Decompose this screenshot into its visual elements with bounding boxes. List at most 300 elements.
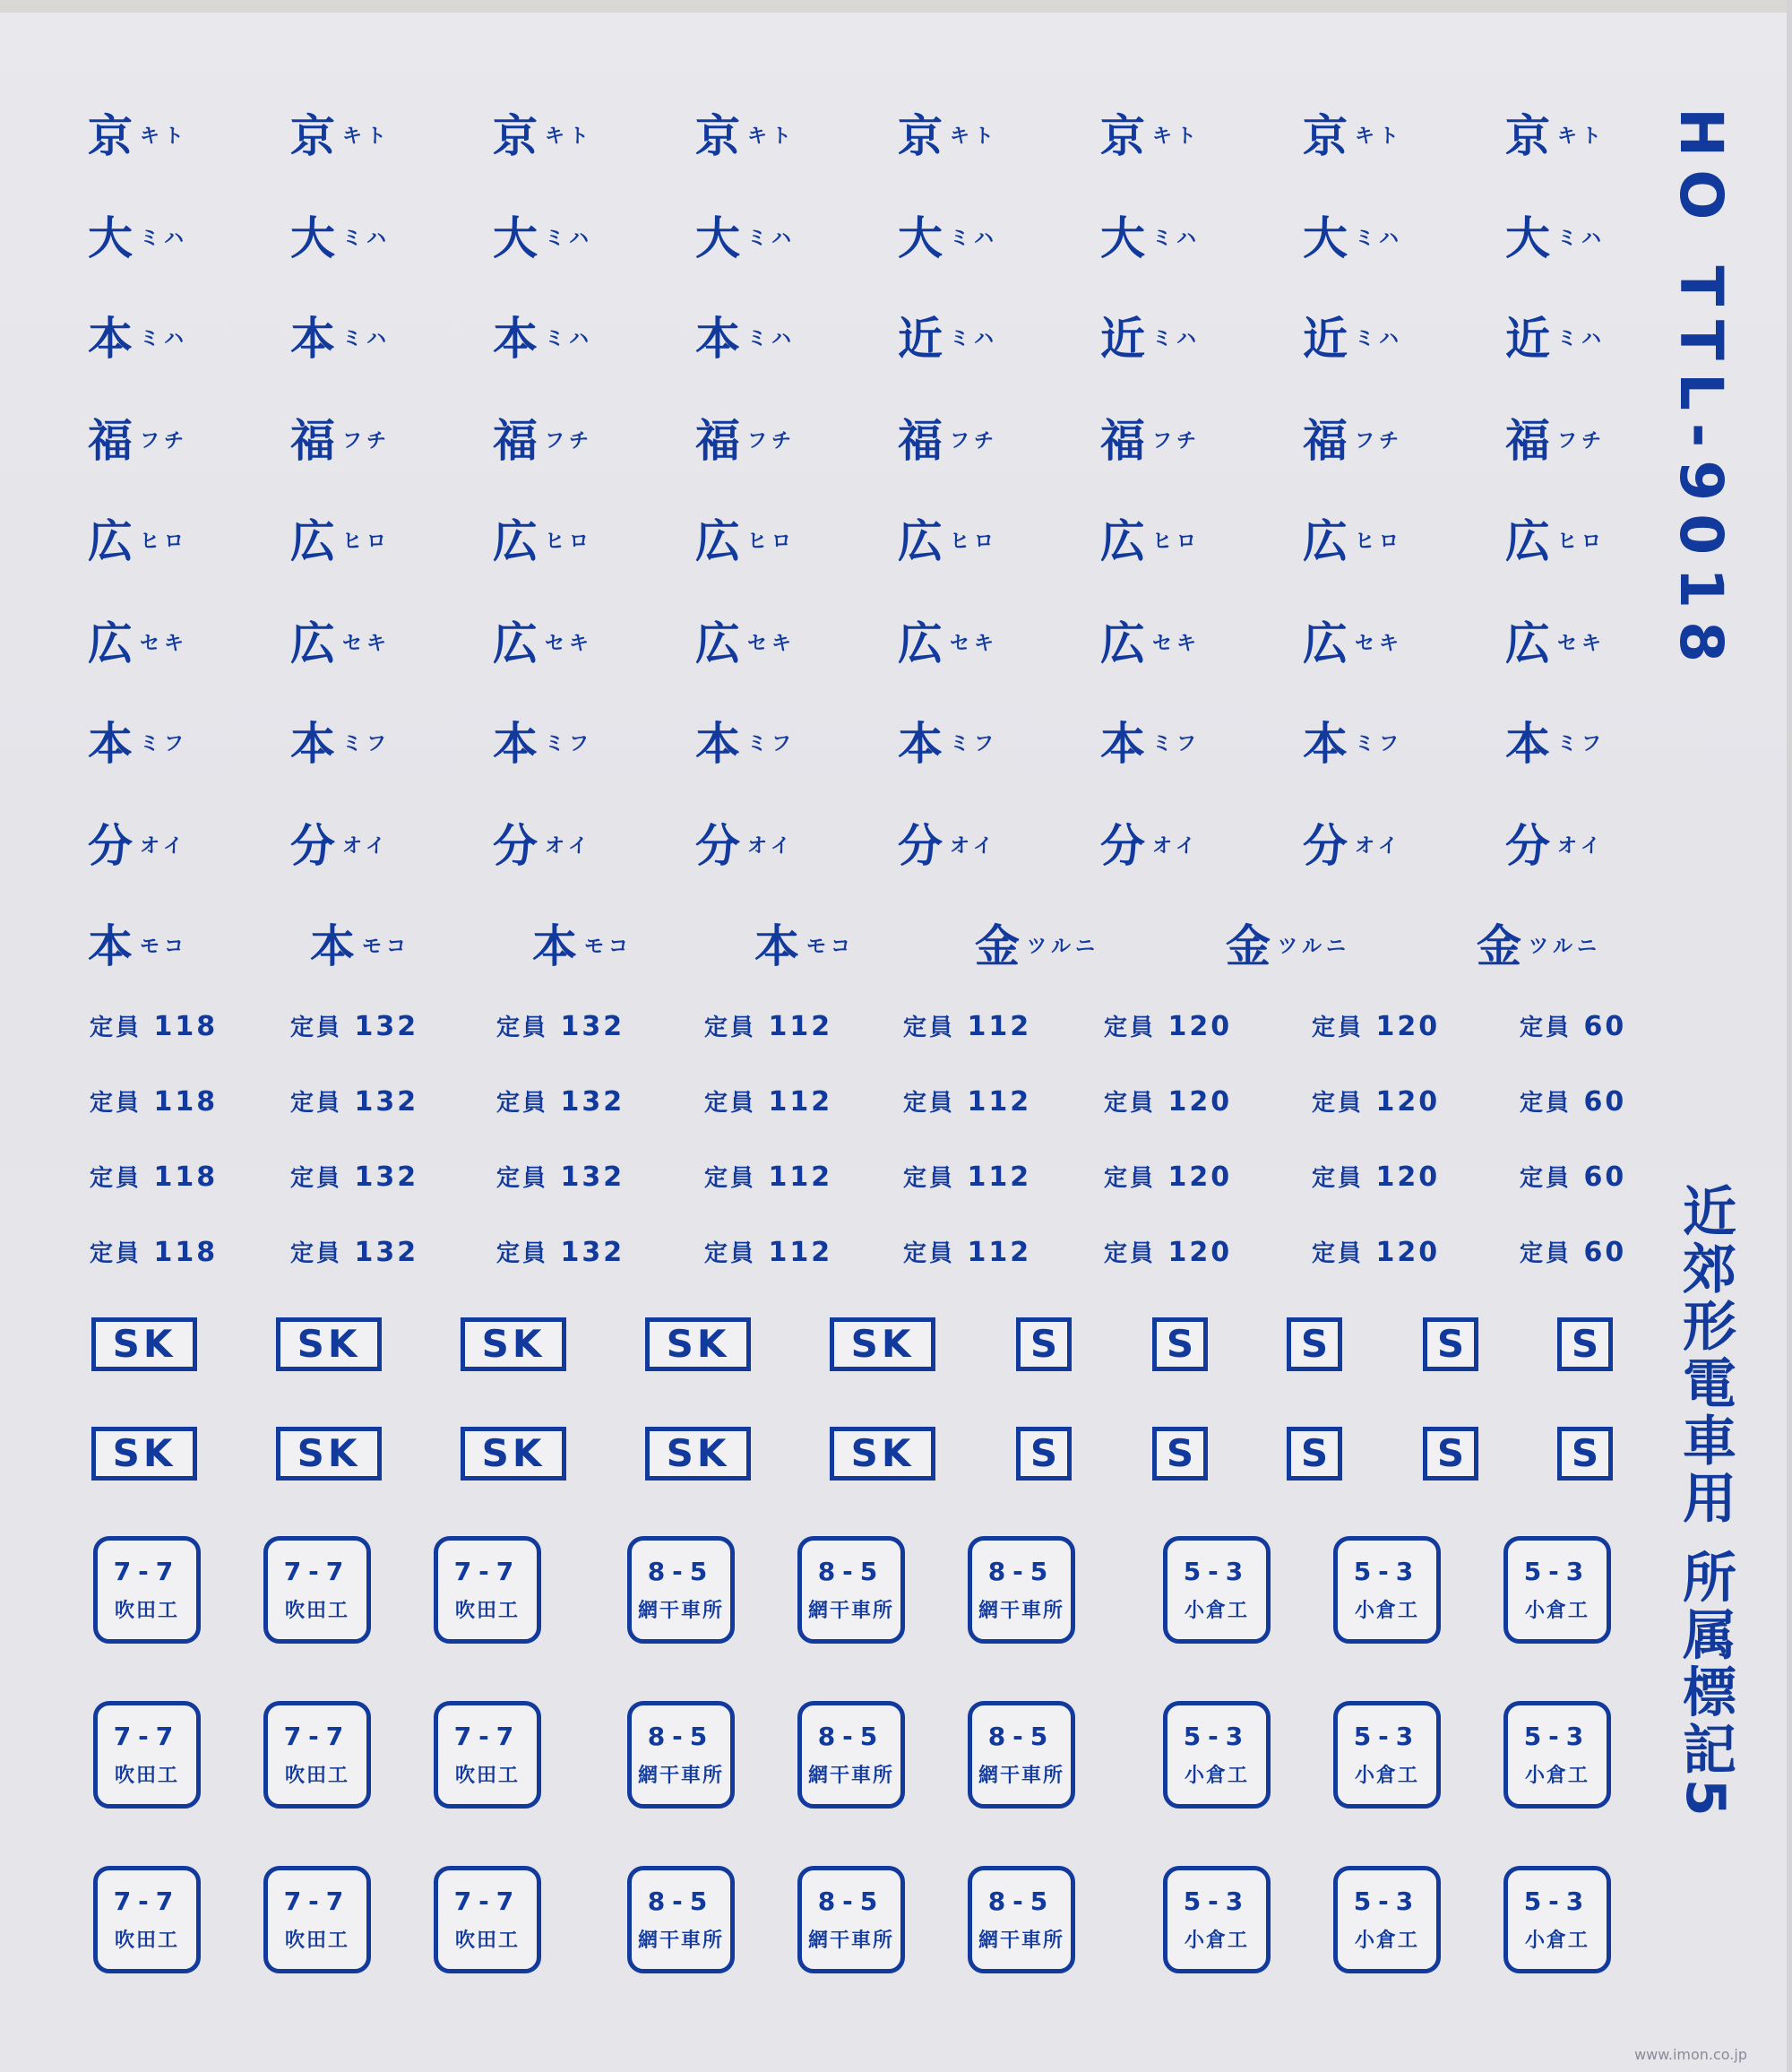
station-code-mark bbox=[88, 405, 188, 470]
plate-depot: 小倉工 bbox=[1184, 1600, 1249, 1622]
capacity-mark bbox=[496, 1235, 625, 1268]
depot-kanji: 京 bbox=[695, 110, 740, 162]
plate-date: 7-7 bbox=[283, 1557, 351, 1586]
depot-kanji: 分 bbox=[1303, 820, 1348, 872]
depot-kanji: 広 bbox=[88, 515, 133, 567]
depot-kana: ミハ bbox=[545, 328, 594, 350]
capacity-label: 定員 bbox=[1520, 1165, 1572, 1192]
plate-date: 5-3 bbox=[1353, 1557, 1421, 1586]
capacity-mark bbox=[290, 1160, 418, 1193]
depot-kana: フチ bbox=[950, 430, 999, 453]
depot-kana: ミハ bbox=[950, 328, 999, 350]
depot-kana: ミフ bbox=[545, 733, 594, 755]
plate-depot: 吹田工 bbox=[114, 1930, 179, 1952]
capacity-label: 定員 bbox=[1312, 1240, 1365, 1267]
plate-date: 5-3 bbox=[1183, 1886, 1251, 1916]
capacity-mark bbox=[1104, 1009, 1232, 1042]
capacity-label: 定員 bbox=[1520, 1014, 1572, 1041]
depot-kana: オイ bbox=[1557, 835, 1605, 858]
depot-kana: ヒロ bbox=[1152, 531, 1202, 553]
station-code-mark bbox=[493, 505, 593, 570]
depot-plate bbox=[1503, 1866, 1611, 1973]
station-code-mark bbox=[1303, 608, 1403, 672]
depot-kanji: 福 bbox=[695, 415, 740, 467]
capacity-value: 120 bbox=[1364, 1011, 1441, 1042]
depot-kana: ミフ bbox=[1355, 733, 1404, 755]
capacity-label: 定員 bbox=[496, 1090, 549, 1117]
depot-kanji: 広 bbox=[1100, 515, 1145, 567]
depot-kana: ヒロ bbox=[950, 531, 999, 553]
capacity-value: 120 bbox=[1364, 1237, 1441, 1268]
depot-kanji: 分 bbox=[88, 820, 133, 872]
capacity-label: 定員 bbox=[903, 1165, 956, 1192]
station-code-mark bbox=[898, 505, 998, 570]
depot-kana: ミフ bbox=[950, 733, 999, 755]
depot-kanji: 本 bbox=[88, 920, 133, 972]
depot-kana: セキ bbox=[747, 633, 797, 655]
station-code-mark bbox=[1100, 608, 1201, 672]
depot-kana: オイ bbox=[545, 835, 592, 858]
station-code-mark bbox=[1505, 100, 1606, 165]
capacity-mark bbox=[704, 1009, 832, 1042]
station-code-mark bbox=[88, 100, 188, 165]
capacity-mark bbox=[496, 1009, 625, 1042]
station-code-mark bbox=[1505, 405, 1606, 470]
plate-date: 7-7 bbox=[283, 1886, 351, 1916]
station-code-mark bbox=[88, 708, 188, 773]
depot-plate bbox=[1503, 1701, 1611, 1809]
station-code-mark bbox=[898, 203, 998, 267]
capacity-value: 60 bbox=[1572, 1237, 1627, 1268]
marker-box: S bbox=[1016, 1317, 1072, 1371]
capacity-label: 定員 bbox=[1104, 1014, 1157, 1041]
depot-plate bbox=[627, 1866, 735, 1973]
depot-plate bbox=[1333, 1701, 1441, 1809]
station-code-mark bbox=[1100, 810, 1200, 875]
plate-depot: 網干車所 bbox=[978, 1600, 1064, 1622]
depot-kanji: 大 bbox=[1303, 212, 1348, 264]
station-code-mark bbox=[898, 810, 997, 875]
capacity-mark bbox=[1312, 1235, 1440, 1268]
capacity-mark bbox=[90, 1084, 218, 1118]
capacity-value: 120 bbox=[1156, 1086, 1233, 1118]
depot-kanji: 福 bbox=[1303, 415, 1348, 467]
depot-plate bbox=[968, 1536, 1075, 1644]
station-code-mark bbox=[290, 303, 391, 367]
station-code-mark bbox=[1303, 810, 1402, 875]
capacity-label: 定員 bbox=[704, 1165, 757, 1192]
depot-kanji: 広 bbox=[1303, 617, 1348, 669]
capacity-value: 120 bbox=[1364, 1161, 1441, 1193]
station-code-mark bbox=[695, 708, 796, 773]
depot-kana: オイ bbox=[342, 835, 390, 858]
station-code-mark bbox=[1100, 100, 1201, 165]
depot-kana: フチ bbox=[140, 430, 189, 453]
plate-depot: 小倉工 bbox=[1354, 1600, 1419, 1622]
capacity-value: 112 bbox=[955, 1237, 1032, 1268]
plate-date: 8-5 bbox=[817, 1557, 885, 1586]
depot-plate bbox=[797, 1701, 905, 1809]
marker-box: S bbox=[1557, 1427, 1613, 1481]
plate-depot: 網干車所 bbox=[807, 1600, 894, 1622]
capacity-label: 定員 bbox=[90, 1014, 142, 1041]
capacity-mark bbox=[290, 1084, 418, 1118]
marker-box: SK bbox=[91, 1427, 197, 1481]
depot-plate bbox=[1503, 1536, 1611, 1644]
plate-depot: 網干車所 bbox=[637, 1930, 724, 1952]
depot-kanji: 近 bbox=[1100, 313, 1145, 365]
marker-box: SK bbox=[645, 1317, 751, 1371]
capacity-label: 定員 bbox=[290, 1014, 343, 1041]
marker-box: S bbox=[1152, 1317, 1208, 1371]
station-code-mark bbox=[695, 505, 796, 570]
capacity-label: 定員 bbox=[1312, 1014, 1365, 1041]
depot-kanji: 京 bbox=[1505, 110, 1550, 162]
capacity-mark bbox=[90, 1009, 218, 1042]
capacity-label: 定員 bbox=[290, 1090, 343, 1117]
capacity-mark bbox=[1312, 1084, 1440, 1118]
plate-depot: 小倉工 bbox=[1184, 1765, 1249, 1787]
plate-depot: 吹田工 bbox=[114, 1600, 179, 1622]
depot-plate bbox=[1333, 1866, 1441, 1973]
depot-plate bbox=[263, 1536, 371, 1644]
marker-box: SK bbox=[276, 1427, 382, 1481]
station-code-mark bbox=[1505, 303, 1606, 367]
depot-kana: モコ bbox=[584, 936, 633, 958]
capacity-mark bbox=[903, 1084, 1031, 1118]
capacity-mark bbox=[1104, 1084, 1232, 1118]
depot-kanji: 本 bbox=[1303, 718, 1348, 770]
depot-kanji: 広 bbox=[1100, 617, 1145, 669]
plate-depot: 網干車所 bbox=[637, 1600, 724, 1622]
capacity-mark bbox=[704, 1160, 832, 1193]
capacity-value: 132 bbox=[548, 1086, 625, 1118]
depot-kanji: 広 bbox=[695, 617, 740, 669]
depot-kana: フチ bbox=[747, 430, 797, 453]
plate-depot: 小倉工 bbox=[1354, 1930, 1419, 1952]
plate-date: 8-5 bbox=[817, 1886, 885, 1916]
plate-depot: 小倉工 bbox=[1524, 1765, 1590, 1787]
depot-plate bbox=[968, 1866, 1075, 1973]
depot-kanji: 京 bbox=[898, 110, 943, 162]
capacity-value: 60 bbox=[1572, 1086, 1627, 1118]
marker-box: SK bbox=[830, 1317, 935, 1371]
depot-kanji: 大 bbox=[695, 212, 740, 264]
plate-date: 5-3 bbox=[1523, 1557, 1591, 1586]
plate-date: 8-5 bbox=[987, 1886, 1055, 1916]
depot-kana: フチ bbox=[1152, 430, 1202, 453]
depot-kanji: 本 bbox=[754, 920, 799, 972]
depot-kana: ミハ bbox=[1557, 328, 1607, 350]
capacity-label: 定員 bbox=[496, 1165, 549, 1192]
station-code-mark bbox=[493, 708, 593, 773]
capacity-value: 60 bbox=[1572, 1011, 1627, 1042]
capacity-mark bbox=[704, 1084, 832, 1118]
depot-kana: セキ bbox=[1557, 633, 1607, 655]
station-code-mark bbox=[1303, 303, 1403, 367]
station-code-mark bbox=[493, 810, 592, 875]
capacity-value: 120 bbox=[1364, 1086, 1441, 1118]
depot-plate bbox=[93, 1536, 201, 1644]
depot-kana: フチ bbox=[545, 430, 594, 453]
depot-kanji: 大 bbox=[1100, 212, 1145, 264]
station-code-mark bbox=[493, 608, 593, 672]
station-code-mark bbox=[290, 405, 391, 470]
capacity-value: 112 bbox=[955, 1161, 1032, 1193]
capacity-label: 定員 bbox=[704, 1014, 757, 1041]
depot-kana: ミハ bbox=[747, 328, 797, 350]
depot-kanji: 本 bbox=[493, 718, 538, 770]
capacity-value: 132 bbox=[548, 1237, 625, 1268]
depot-kana: キト bbox=[342, 125, 392, 148]
depot-kana: オイ bbox=[140, 835, 187, 858]
plate-date: 8-5 bbox=[817, 1722, 885, 1751]
depot-kanji: 広 bbox=[898, 617, 943, 669]
station-code-mark bbox=[975, 911, 1099, 975]
capacity-mark bbox=[1520, 1160, 1626, 1193]
plate-depot: 吹田工 bbox=[454, 1600, 520, 1622]
depot-kanji: 近 bbox=[1505, 313, 1550, 365]
depot-kanji: 本 bbox=[493, 313, 538, 365]
plate-depot: 吹田工 bbox=[454, 1930, 520, 1952]
depot-kana: ヒロ bbox=[1355, 531, 1404, 553]
capacity-label: 定員 bbox=[90, 1090, 142, 1117]
depot-kanji: 広 bbox=[695, 515, 740, 567]
station-code-mark bbox=[310, 911, 410, 975]
depot-plate bbox=[263, 1866, 371, 1973]
capacity-mark bbox=[903, 1235, 1031, 1268]
depot-kana: セキ bbox=[1152, 633, 1202, 655]
capacity-mark bbox=[704, 1235, 832, 1268]
station-code-mark bbox=[290, 708, 391, 773]
depot-kanji: 本 bbox=[532, 920, 577, 972]
depot-kanji: 大 bbox=[290, 212, 335, 264]
depot-plate bbox=[627, 1701, 735, 1809]
marker-box: SK bbox=[645, 1427, 751, 1481]
depot-kanji: 分 bbox=[898, 820, 943, 872]
depot-kanji: 福 bbox=[898, 415, 943, 467]
depot-kana: セキ bbox=[950, 633, 999, 655]
product-name-title: 近郊形電車用 所属標記5 bbox=[1674, 1183, 1736, 1820]
marker-box: S bbox=[1423, 1317, 1478, 1371]
depot-plate bbox=[434, 1536, 541, 1644]
depot-kana: フチ bbox=[1557, 430, 1607, 453]
station-code-mark bbox=[695, 810, 795, 875]
capacity-label: 定員 bbox=[1104, 1165, 1157, 1192]
capacity-label: 定員 bbox=[496, 1240, 549, 1267]
depot-kana: ミハ bbox=[950, 228, 999, 250]
plate-depot: 網干車所 bbox=[978, 1765, 1064, 1787]
depot-kanji: 大 bbox=[1505, 212, 1550, 264]
marker-box: S bbox=[1287, 1317, 1342, 1371]
capacity-mark bbox=[496, 1160, 625, 1193]
depot-kanji: 京 bbox=[1100, 110, 1145, 162]
capacity-mark bbox=[1104, 1160, 1232, 1193]
station-code-mark bbox=[1303, 505, 1403, 570]
capacity-value: 112 bbox=[955, 1086, 1032, 1118]
plate-depot: 吹田工 bbox=[284, 1765, 349, 1787]
depot-kana: モコ bbox=[140, 936, 189, 958]
depot-kana: ミハ bbox=[545, 228, 594, 250]
capacity-mark bbox=[90, 1235, 218, 1268]
depot-kana: ヒロ bbox=[1557, 531, 1607, 553]
depot-kanji: 本 bbox=[695, 718, 740, 770]
depot-kana: フチ bbox=[342, 430, 392, 453]
capacity-mark bbox=[1520, 1084, 1626, 1118]
plate-date: 5-3 bbox=[1183, 1722, 1251, 1751]
watermark: www.imon.co.jp bbox=[1634, 2046, 1747, 2063]
depot-plate bbox=[1163, 1536, 1271, 1644]
plate-date: 8-5 bbox=[647, 1557, 715, 1586]
capacity-value: 60 bbox=[1572, 1161, 1627, 1193]
station-code-mark bbox=[1100, 303, 1201, 367]
depot-kana: ミフ bbox=[747, 733, 797, 755]
depot-kana: オイ bbox=[1152, 835, 1200, 858]
plate-depot: 吹田工 bbox=[284, 1600, 349, 1622]
depot-kana: ミフ bbox=[140, 733, 189, 755]
depot-kana: ミフ bbox=[342, 733, 392, 755]
depot-kana: ヒロ bbox=[342, 531, 392, 553]
station-code-mark bbox=[695, 405, 796, 470]
depot-kanji: 福 bbox=[290, 415, 335, 467]
depot-kana: キト bbox=[747, 125, 797, 148]
depot-kana: ミハ bbox=[1152, 228, 1202, 250]
plate-date: 5-3 bbox=[1523, 1722, 1591, 1751]
depot-kana: キト bbox=[950, 125, 999, 148]
depot-kana: キト bbox=[1557, 125, 1607, 148]
depot-kanji: 分 bbox=[695, 820, 740, 872]
station-code-mark bbox=[1505, 708, 1606, 773]
capacity-mark bbox=[903, 1160, 1031, 1193]
plate-depot: 網干車所 bbox=[978, 1930, 1064, 1952]
capacity-label: 定員 bbox=[903, 1240, 956, 1267]
depot-kanji: 福 bbox=[493, 415, 538, 467]
capacity-mark bbox=[1104, 1235, 1232, 1268]
station-code-mark bbox=[88, 303, 188, 367]
station-code-mark bbox=[898, 303, 998, 367]
depot-kanji: 分 bbox=[1505, 820, 1550, 872]
depot-kana: ヒロ bbox=[747, 531, 797, 553]
station-code-mark bbox=[1477, 911, 1601, 975]
product-code-title: HO TTL-9018 bbox=[1667, 108, 1736, 676]
plate-depot: 吹田工 bbox=[454, 1765, 520, 1787]
station-code-mark bbox=[493, 203, 593, 267]
depot-kanji: 広 bbox=[898, 515, 943, 567]
capacity-label: 定員 bbox=[1104, 1240, 1157, 1267]
capacity-label: 定員 bbox=[903, 1014, 956, 1041]
depot-kana: モコ bbox=[806, 936, 856, 958]
depot-kanji: 本 bbox=[310, 920, 355, 972]
capacity-value: 132 bbox=[548, 1161, 625, 1193]
capacity-mark bbox=[290, 1009, 418, 1042]
depot-kanji: 福 bbox=[1100, 415, 1145, 467]
depot-plate bbox=[968, 1701, 1075, 1809]
capacity-value: 120 bbox=[1156, 1011, 1233, 1042]
depot-kana: ミハ bbox=[1152, 328, 1202, 350]
station-code-mark bbox=[88, 608, 188, 672]
station-code-mark bbox=[493, 100, 593, 165]
plate-date: 8-5 bbox=[647, 1722, 715, 1751]
plate-depot: 吹田工 bbox=[114, 1765, 179, 1787]
station-code-mark bbox=[88, 505, 188, 570]
station-code-mark bbox=[290, 608, 391, 672]
marker-box: S bbox=[1423, 1427, 1478, 1481]
depot-kanji: 広 bbox=[290, 515, 335, 567]
capacity-label: 定員 bbox=[903, 1090, 956, 1117]
capacity-value: 112 bbox=[756, 1011, 833, 1042]
plate-depot: 網干車所 bbox=[807, 1765, 894, 1787]
station-code-mark bbox=[898, 608, 998, 672]
plate-date: 5-3 bbox=[1183, 1557, 1251, 1586]
depot-kanji: 本 bbox=[1100, 718, 1145, 770]
station-code-mark bbox=[290, 505, 391, 570]
depot-kanji: 広 bbox=[290, 617, 335, 669]
depot-kanji: 広 bbox=[1505, 515, 1550, 567]
marker-box: SK bbox=[461, 1317, 566, 1371]
sheet-top-edge bbox=[0, 0, 1792, 13]
station-code-mark bbox=[88, 911, 188, 975]
depot-kana: ミハ bbox=[747, 228, 797, 250]
station-code-mark bbox=[898, 405, 998, 470]
plate-depot: 網干車所 bbox=[637, 1765, 724, 1787]
capacity-label: 定員 bbox=[1520, 1090, 1572, 1117]
depot-kanji: 分 bbox=[1100, 820, 1145, 872]
capacity-value: 120 bbox=[1156, 1161, 1233, 1193]
station-code-mark bbox=[695, 203, 796, 267]
station-code-mark bbox=[493, 303, 593, 367]
capacity-value: 118 bbox=[142, 1011, 219, 1042]
depot-plate bbox=[434, 1701, 541, 1809]
capacity-value: 120 bbox=[1156, 1237, 1233, 1268]
marker-box: SK bbox=[830, 1427, 935, 1481]
depot-plate bbox=[263, 1701, 371, 1809]
capacity-value: 132 bbox=[342, 1086, 419, 1118]
depot-plate bbox=[797, 1866, 905, 1973]
depot-kana: キト bbox=[140, 125, 189, 148]
station-code-mark bbox=[695, 100, 796, 165]
station-code-mark bbox=[754, 911, 855, 975]
plate-date: 8-5 bbox=[647, 1886, 715, 1916]
depot-kanji: 大 bbox=[88, 212, 133, 264]
station-code-mark bbox=[1505, 810, 1605, 875]
depot-plate bbox=[93, 1701, 201, 1809]
station-code-mark bbox=[1100, 203, 1201, 267]
depot-kana: オイ bbox=[747, 835, 795, 858]
plate-date: 7-7 bbox=[113, 1557, 181, 1586]
capacity-value: 132 bbox=[342, 1161, 419, 1193]
capacity-mark bbox=[903, 1009, 1031, 1042]
marker-box: S bbox=[1287, 1427, 1342, 1481]
depot-kana: セキ bbox=[1355, 633, 1404, 655]
capacity-mark bbox=[1312, 1009, 1440, 1042]
plate-date: 5-3 bbox=[1523, 1886, 1591, 1916]
depot-kanji: 本 bbox=[695, 313, 740, 365]
depot-kanji: 本 bbox=[1505, 718, 1550, 770]
station-code-mark bbox=[1303, 203, 1403, 267]
depot-kana: ミハ bbox=[1355, 328, 1404, 350]
station-code-mark bbox=[898, 100, 998, 165]
marker-box: S bbox=[1016, 1427, 1072, 1481]
depot-kanji: 京 bbox=[493, 110, 538, 162]
station-code-mark bbox=[290, 810, 390, 875]
capacity-value: 112 bbox=[756, 1161, 833, 1193]
depot-kana: キト bbox=[545, 125, 594, 148]
plate-date: 7-7 bbox=[453, 1557, 521, 1586]
capacity-value: 132 bbox=[548, 1011, 625, 1042]
capacity-value: 118 bbox=[142, 1086, 219, 1118]
depot-kanji: 広 bbox=[493, 617, 538, 669]
station-code-mark bbox=[1303, 100, 1403, 165]
